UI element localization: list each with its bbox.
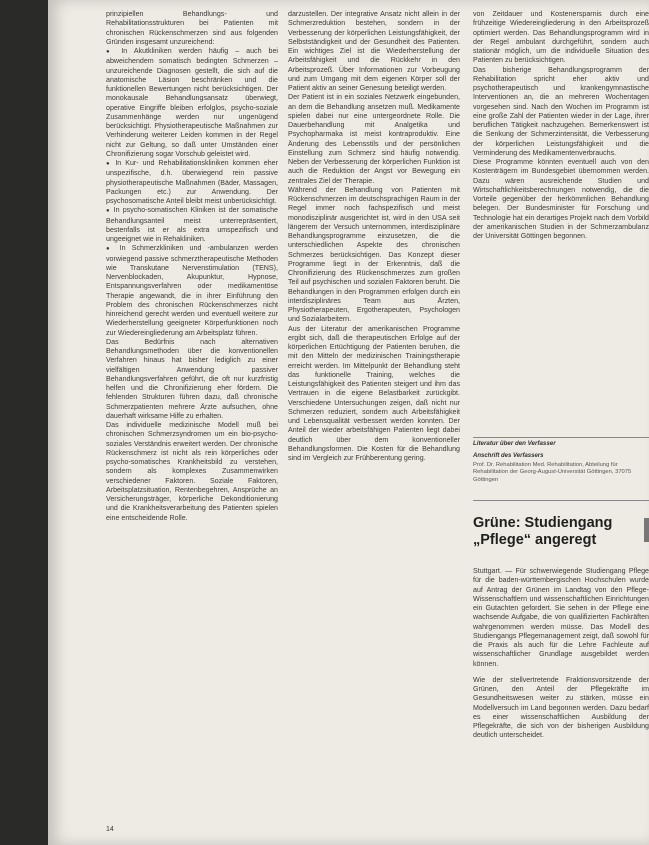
article-body	[473, 560, 649, 830]
paragraph: prinzipiellen Behandlungs- und Rehabilitationsstrukturen bei Patienten mit chronischen Rückenschmerzen sind aus folgenden Gründen insgesamt unzureichend:	[106, 10, 278, 46]
paragraph: Wie der stellvertretende Fraktionsvorsitzende der Grünen, den Anteil der Pflegekräfte im Gesundheitswesen weiter zu stärken, müsse ein Modellversuch im Land begonnen werden. Dazu bedarf es einer wissenschaftlichen Ausbildung der Pflegekräfte, die sich von der bisherigen Ausbildung deutlich unterscheidet.	[473, 675, 649, 740]
paragraph: Das Bedürfnis nach alternativen Behandlungsmethoden über die konventionellen Verfahren hinaus hat bisher lediglich zu einer vielfältigen Anwendung passiver Behandlungsverfahren geführt, die oft nur kurzfristig helfen und die Chronifizierung eher fördern. Die fehlenden Strukturen führen dazu, daß chronische Schmerzpatienten mehrere Ärzte aufsuchen, ohne dauerhaft wirksame Hilfe zu erhalten.	[106, 337, 278, 420]
scanned-page	[48, 0, 649, 845]
info-box-title: Literatur über den Verfasser	[473, 440, 556, 447]
article-headline: Grüne: Studiengang „Pflege“ angeregt	[473, 515, 613, 548]
paragraph: ● In Kur- und Rehabilitationskliniken kommen eher unspezifische, d.h. überwiegend rein passive physiotherapeutische Maßnahmen (Bäder, Massagen, Packungen etc.) zur Anwendung. Der psychosomatische Anteil bleibt meist unberücksichtigt.	[106, 159, 278, 206]
paragraph: ● In Schmerzkliniken und -ambulanzen werden vorwiegend passive schmerztherapeutische Methoden wie Transkutane Nervenstimulation (TENS), Nervenblockaden, Akupunktur, Hypnose, Entspannungsverfahren oder medikamentöse Therapie angewandt, die in ihrer Einführung den Problem des chronischen Rückenschmerzes nicht hinreichend gerecht werden und eventuell weitere zur Wiederherstellung geeigneter Körperfunktionen noch zur Wiedereingliederung am Arbeitsplatz führen.	[106, 244, 278, 338]
divider	[473, 500, 649, 501]
text-column-1	[106, 10, 278, 810]
page-number: 14	[106, 826, 114, 833]
paragraph: Stuttgart. — Für schwerwiegende Studiengang Pflege für die baden-württembergischen Hochschulen wurde auf Antrag der Grünen im Landtag von den Pflege-Wissenschaftlern und wissenschaftlichen Einrichtungen ein Gutachten gefordert. Sie sehen in der Pflege eine wachsende Aufgabe, die von qualifizierten Fachkräften wahrgenommen werden müsse. Das Modell des Studiengangs Pflegemanagement zeigt, daß sowohl für die Praxis als auch für die Lehre Fachleute auf wissenschaftlicher Grundlage ausgebildet werden können.	[473, 567, 649, 668]
paragraph: Das bisherige Behandlungsprogramm der Rehabilitation spricht eher aktiv und psychotherapeutisch und krankengymnastische Interventionen an, die an mehreren Wochentagen vorgesehen sind. Nach den Wochen im Programm ist eine große Zahl der Patienten wieder in der Lage, ihrer beruflichen Tätigkeit nachzugehen. Bemerkenswert ist die Senkung der Schmerzintensität, die Verbesserung der körperlichen Leistungsfähigkeit und die Verminderung des Medikamentenverbrauchs.	[473, 65, 649, 157]
divider	[473, 437, 649, 438]
paragraph: darzustellen. Der integrative Ansatz nicht allein in der Schmerzreduktion bestehen, sondern in der Verbesserung der körperlichen Leistungsfähigkeit, der Selbstständigkeit und der Gesundheit des Patienten. Ein wichtiges Ziel ist die Wiederherstellung der Arbeitsfähigkeit und die Rückkehr in den Arbeitsprozeß. Über Informationen zur Vorbeugung und zum Umgang mit dem eigenen Körper soll der Patient aktiv an seiner Genesung beteiligt werden.	[288, 10, 460, 92]
author-address-heading: Anschrift des Verfassers	[473, 453, 544, 459]
author-address: Prof. Dr. Rehabilitation Med. Rehabilitation, Abteilung für Rehabilitation der Georg-August-Universität Göttingen, 37075 Göttingen	[473, 462, 632, 483]
paragraph: ● In Akutkliniken werden häufig – auch bei abweichendem somatisch bedingten Schmerzen – unzureichende Diagnosen gestellt, die sich auf die anatomische Läsion beschränken und die funktionellen Bewertungen nicht berücksichtigen. Der monokausale Behandlungsansatz überwiegt, operative Eingriffe bleiben erfolglos, psycho-soziale Zusammenhänge werden nur ungenügend berücksichtigt. Physiotherapeutische Maßnahmen zur Verhinderung weiterer Leiden kommen in der Regel nicht zur Geltung, so daß unter Umständen einer Chronifizierung sogar Vorschub geleistet wird.	[106, 47, 278, 159]
paragraph: von Zeitdauer und Kostenersparnis durch eine frühzeitige Wiedereingliederung in den Arbeitsprozeß optimiert werden. Das Behandlungsprogramm wird in der Regel ambulant durchgeführt, sondern auch stationär möglich, um die individuelle Situation des Patienten zu berücksichtigen.	[473, 10, 649, 65]
paragraph: Aus der Literatur der amerikanischen Programme ergibt sich, daß die therapeutischen Erfolge auf der körperlichen Ertüchtigung der Patienten beruhen, die mit den Mitteln der medizinischen Trainingstherapie erreicht werden. Im Mittelpunkt der Behandlung steht das funktionelle Training, welches die Leistungsfähigkeit des Patienten steigert und ihm das Vertrauen in die eigene Belastbarkeit zurückgibt. Verschiedene Untersuchungen zeigen, daß nicht nur Schmerzen reduziert, sondern auch Arbeitsfähigkeit und Lebensqualität verbessert werden konnten. Der Anteil der wieder arbeitsfähigen Patienten liegt dabei deutlich über dem konventioneller Behandlungsformen. Die Kosten für die Behandlung sind im Vergleich zur Frühberentung gering.	[288, 324, 460, 462]
text-column-3	[473, 10, 649, 435]
paragraph: Während der Behandlung von Patienten mit Rückenschmerzen im deutschsprachigen Raum in der Regel immer noch fachspezifisch und meist monodisziplinär ausgerichtet ist, wird in den USA seit längerem der Versuch unternommen, interdisziplinäre Behandlungsprogramme einzusetzen, die die unterschiedlichen Aspekte des chronischen Schmerzes berücksichtigen. Das Konzept dieser Programme liegt in der Erkenntnis, daß die Chronifizierung des Rückenschmerzes zum großen Teil auf psychischen und sozialen Faktoren beruht. Die Behandlungen in den Programmen erfolgen durch ein interdisziplinäres Team aus Ärzten, Physiotherapeuten, Ergotherapeuten, Psychologen und Sozialarbeitern.	[288, 185, 460, 324]
paragraph: Der Patient ist in ein soziales Netzwerk eingebunden, an dem die Behandlung ansetzen muß. Medikamente spielen dabei nur eine untergeordnete Rolle. Die Dauerbehandlung mit Analgetika und Psychopharmaka ist meist kontraproduktiv. Eine Änderung des Lebensstils und der persönlichen Einstellung zum Schmerz sind häufig notwendig. Neben der Verbesserung der körperlichen Funktion ist auch die Reduktion der Angst vor Bewegung ein zentrales Ziel der Therapie.	[288, 93, 460, 185]
text-column-2	[288, 10, 460, 820]
paragraph: Diese Programme könnten eventuell auch von den Kostenträgern im Bundesgebiet übernommen werden. Dazu wären ausreichende Studien und Wirtschaftlichkeitsberechnungen notwendig, die die Vorteile gegenüber der herkömmlichen Behandlung belegen. Der Bundesminister für Forschung und Technologie hat ein derartiges Projekt nach dem Vorbild der amerikanischen Studien in der Schmerzambulanz der Universität Göttingen begonnen.	[473, 158, 649, 240]
page-edge-mark	[644, 518, 649, 542]
paragraph: ● In psycho-somatischen Kliniken ist der somatische Behandlungsanteil meist unterrepräsentiert, bestenfalls ist er als extra umspezifisch und ungeeignet wie in Rehakliniken.	[106, 206, 278, 244]
paragraph: Das individuelle medizinische Modell muß bei chronischen Schmerzsyndromen um ein bio-psycho-soziales Verständnis erweitert werden. Der chronische Rückenschmerz ist nicht als rein körperliches oder psycho-somatisches Krankheitsbild zu verstehen, sondern als komplexes Zusammenwirken verschiedener Faktoren. Soziale Faktoren, Arbeitsplatzsituation, Rentenbegehren, Ansprüche an Versicherungsträger, körperliche Dekonditionierung und die Krankheitsverarbeitung des Patienten spielen eine entscheidende Rolle.	[106, 421, 278, 522]
